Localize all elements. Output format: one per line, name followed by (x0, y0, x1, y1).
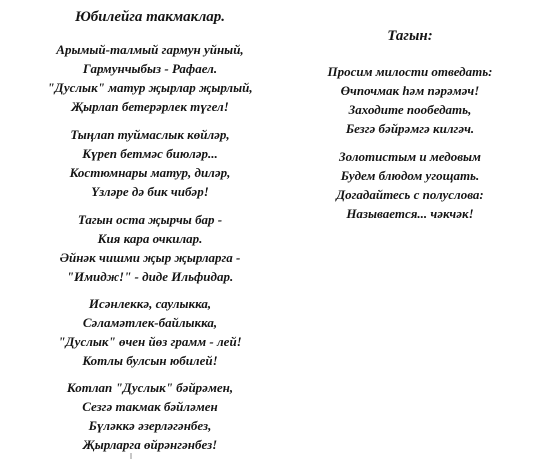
left-title: Юбилейга такмаклар. (74, 9, 226, 25)
verse-line: Бүләккә әзерләгәнбез, (88, 418, 212, 433)
left-stanza-3 (0, 210, 300, 286)
verse-line: Просим милости отведать: (327, 64, 493, 79)
verse-line: Будем блюдом угощать. (340, 168, 480, 183)
verse-line: Золотистым и медовым (339, 149, 481, 164)
left-stanza-5 (0, 378, 300, 454)
verse-line: Безгә бәйрәмгә килгәч. (345, 121, 475, 136)
verse-line: Заходите пообедать, (348, 102, 472, 117)
left-stanza-2 (0, 125, 300, 201)
verse-line: Называется... чәкчәк! (346, 206, 474, 221)
verse-line: "Имидж!" - диде Ильфидар. (66, 269, 234, 284)
right-stanza-2 (290, 147, 530, 223)
verse-line: "Дуслык" өчен йөз грамм - лей! (58, 334, 242, 349)
verse-line: Котлап "Дуслык" бәйрәмен, (66, 380, 234, 395)
scan-speck (130, 453, 132, 459)
verse-line: Котлы булсын юбилей! (82, 353, 218, 368)
right-stanza-1 (290, 62, 530, 138)
verse-line: Әйнәк чишми җыр җырларга - (59, 250, 241, 265)
verse-line: Тыңлап туймаслык көйләр, (70, 127, 230, 142)
verse-line: Сәламәтлек-байлыкка, (82, 315, 218, 330)
verse-line: Костюмнары матур, диләр, (69, 165, 231, 180)
left-stanza-1 (0, 40, 300, 116)
verse-line: Тагын оста җырчы бар - (77, 212, 223, 227)
right-title: Тагын: (387, 28, 433, 44)
verse-line: Гармунчыбыз - Рафаел. (82, 61, 218, 76)
verse-line: Кия кара очкилар. (97, 231, 203, 246)
verse-line: Җырларга өйрәнгәнбез! (82, 437, 218, 452)
verse-line: Догадайтесь с полуслова: (336, 187, 484, 202)
left-stanza-4 (0, 294, 300, 370)
verse-line: "Дуслык" матур җырлар җырлый, (47, 80, 253, 95)
verse-line: Исәнлеккә, саулыкка, (88, 296, 212, 311)
verse-line: Арымый-талмый гармун уйный, (56, 42, 244, 57)
verse-line: Җырлап бетерәрлек түгел! (71, 99, 229, 114)
verse-line: Үзләре дә бик чибәр! (91, 184, 209, 199)
verse-line: Өчпочмак һәм пәрәмәч! (340, 83, 480, 98)
verse-line: Күреп бетмәс биюләр... (82, 146, 218, 161)
verse-line: Сезгә такмак бәйләмен (82, 399, 218, 414)
